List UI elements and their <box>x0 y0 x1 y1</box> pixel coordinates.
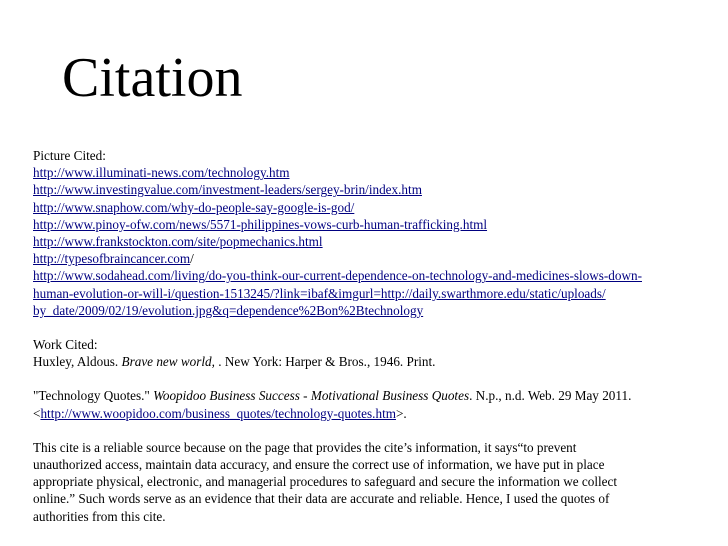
picture-link-5[interactable]: http://www.frankstockton.com/site/popmechanics.html <box>33 234 323 250</box>
huxley-citation <box>33 353 723 370</box>
reliability-line-1: This cite is a reliable source because on the page that provides the cite’s information, it says“to prevent <box>33 439 577 455</box>
picture-cited-heading: Picture Cited: <box>33 148 106 163</box>
quotes-url-close: >. <box>395 405 407 421</box>
quotes-url-line <box>33 405 723 422</box>
picture-link-3[interactable]: http://www.snaphow.com/why-do-people-say-google-is-god/ <box>33 199 355 215</box>
huxley-publication: . New York: Harper & Bros., 1946. Print. <box>218 354 436 370</box>
quotes-site-name: Woopidoo Business Success - Motivational Business Quotes <box>153 388 470 404</box>
reliability-line-5: authorities from this cite. <box>33 508 166 524</box>
picture-link-7-part-2[interactable]: human-evolution-or-will-i/question-1513245/?link=ibaf&imgurl=http://daily.swarthmore.edu/static/uploads/ <box>33 285 606 301</box>
picture-link-7-part-3[interactable]: by_date/2009/02/19/evolution.jpg&q=dependence%2Bon%2Btechnology <box>33 302 424 318</box>
quotes-title: "Technology Quotes." <box>33 388 154 404</box>
spacer <box>33 422 723 439</box>
picture-link-6[interactable]: http://typesofbraincancer.com <box>33 251 191 267</box>
picture-link-6-suffix: / <box>190 251 194 267</box>
quotes-publication: . N.p., n.d. Web. 29 May 2011. <box>469 388 632 404</box>
quotes-citation <box>33 387 723 404</box>
slide-title: Citation <box>62 47 243 109</box>
reliability-line-2: unauthorized access, maintain data accuracy, and ensure the correct use of information, we have put in place <box>33 457 605 473</box>
citation-body <box>33 147 723 525</box>
picture-link-6-line <box>33 250 723 267</box>
quotes-url-open: < <box>33 405 41 421</box>
reliability-line-3: appropriate physical, electronic, and managerial procedures to safeguard and secure the information we collect <box>33 474 618 490</box>
huxley-book-title: Brave new world, <box>121 354 219 370</box>
work-cited-heading: Work Cited: <box>33 337 98 353</box>
huxley-author: Huxley, Aldous. <box>33 354 122 370</box>
spacer <box>33 370 723 387</box>
spacer <box>33 319 723 336</box>
picture-link-7-part-1[interactable]: http://www.sodahead.com/living/do-you-think-our-current-dependence-on-technology-and-medicines-slows-down- <box>33 268 642 284</box>
picture-link-4[interactable]: http://www.pinoy-ofw.com/news/5571-philippines-vows-curb-human-trafficking.html <box>33 216 488 232</box>
picture-link-2[interactable]: http://www.investingvalue.com/investment-leaders/sergey-brin/index.htm <box>33 182 422 198</box>
picture-link-1[interactable]: http://www.illuminati-news.com/technology.htm <box>33 165 290 181</box>
reliability-line-4: online.” Such words serve as an evidence that their data are accurate and reliable. Hence, I used the quotes of <box>33 491 610 507</box>
quotes-url-link[interactable]: http://www.woopidoo.com/business_quotes/technology-quotes.htm <box>40 405 396 421</box>
